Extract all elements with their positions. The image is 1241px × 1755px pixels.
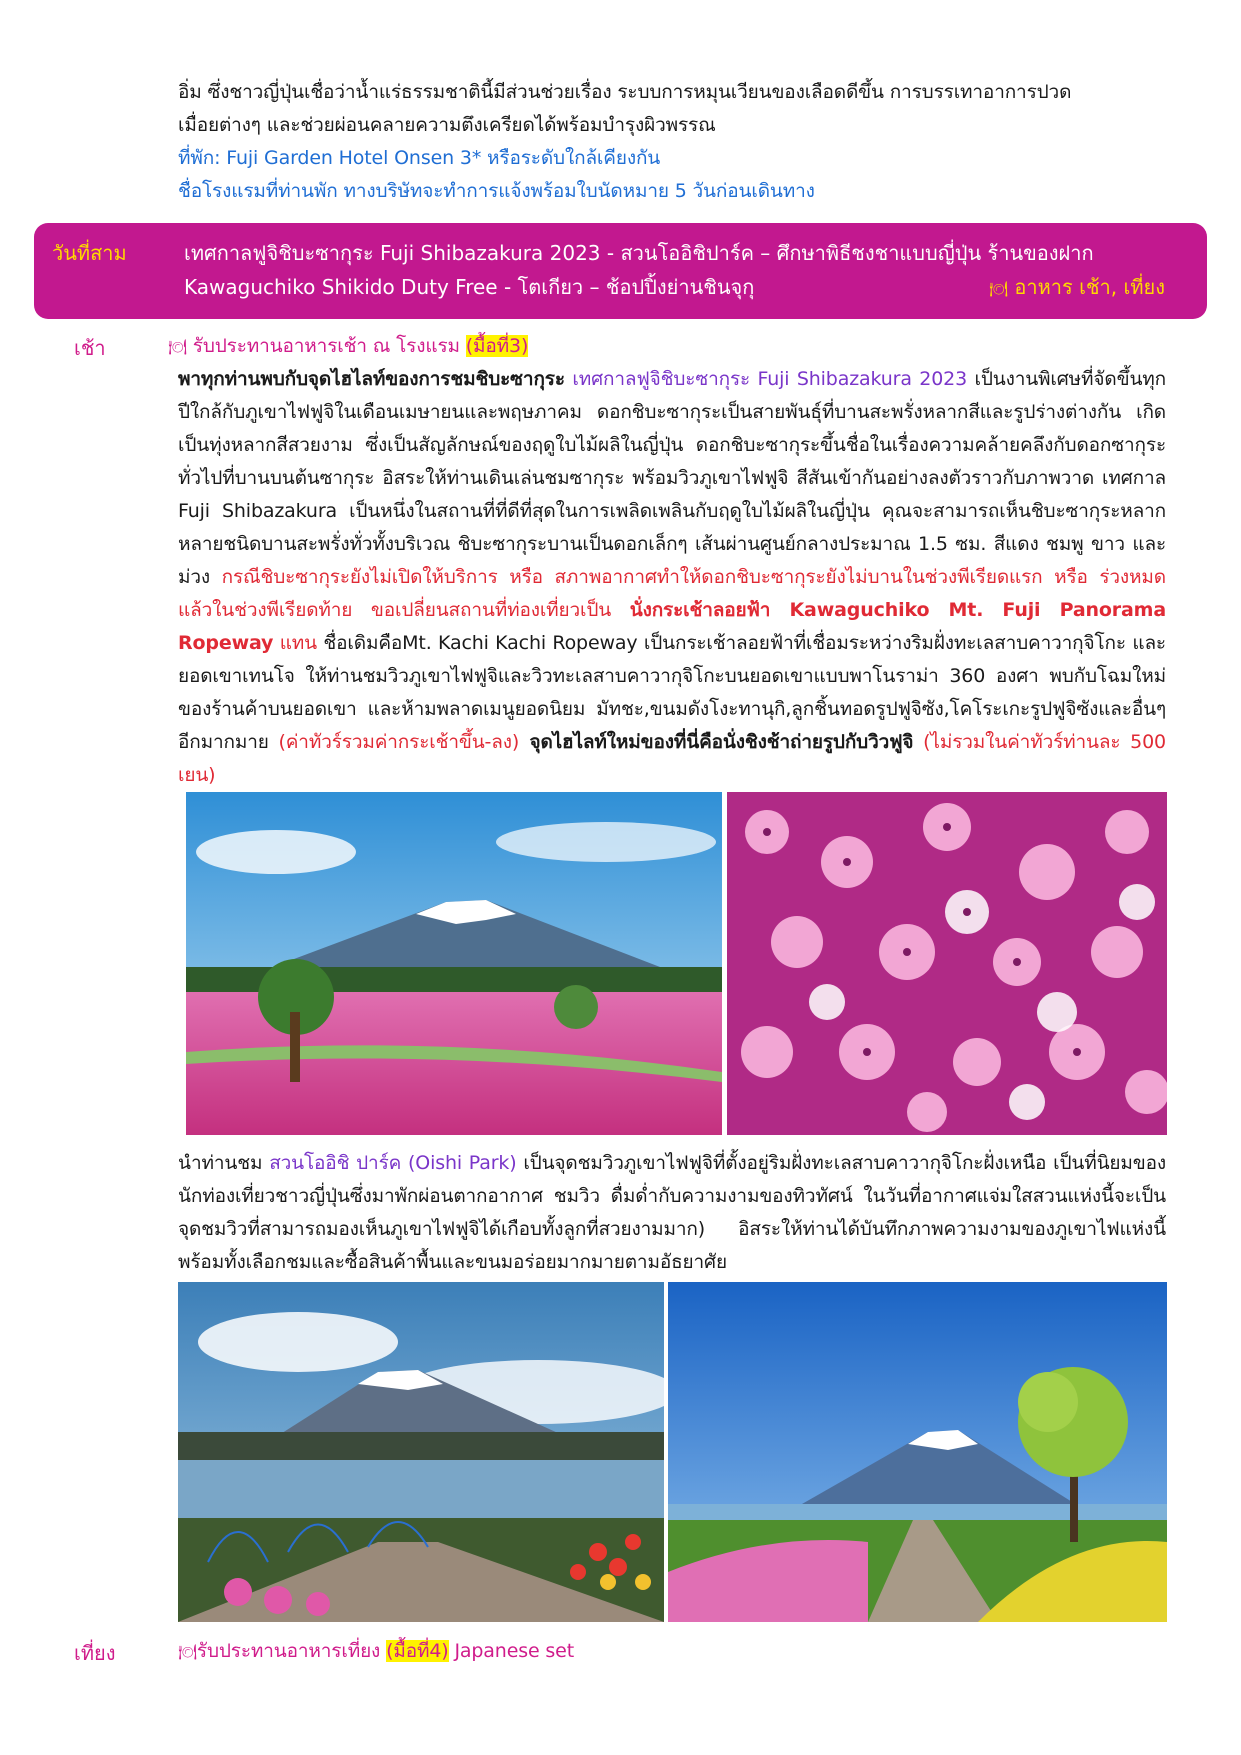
day-header-bar xyxy=(34,223,1207,319)
intro-line-1: อิ่ม ซึ่งชาวญี่ปุ่นเชื่อว่าน้ำแร่ธรรมชาตินี้มีส่วนช่วยเรื่อง ระบบการหมุนเวียนของเลือดดีขึ้น การบรรเทาอาการปวด xyxy=(178,81,1072,103)
day-meals-text: อาหาร เช้า, เที่ยง xyxy=(1014,275,1165,299)
meal-number-badge: (มื้อที่3) xyxy=(465,335,529,357)
hotel-note: ชื่อโรงแรมที่ท่านพัก ทางบริษัทจะทำการแจ้งพร้อมใบนัดหมาย 5 วันก่อนเดินทาง xyxy=(178,180,815,202)
breakfast-line xyxy=(168,330,1156,364)
swing-price-note: (ไม่รวมในค่าทัวร์ท่านละ 500 เยน) xyxy=(178,731,1166,786)
oishi-park-path-photo xyxy=(668,1282,1167,1622)
alternative-note: กรณีชิบะซากุระยังไม่เปิดให้บริการ หรือ สภาพอากาศทำให้ดอกชิบะซากุระยังไม่บานในช่วงพีเรียดแรก หรือ ร่วงหมดแล้วในช่วงพีเรียดท้าย ขอเปลี่ยนสถานที่ท่องเที่ยวเป็น xyxy=(178,566,1166,621)
festival-description: เป็นงานพิเศษที่จัดขึ้นทุกปีใกล้กับภูเขาไฟฟูจิในเดือนเมษายนและพฤษภาคม ดอกชิบะซากุระเป็นสายพันธุ์ที่บานสะพรั่งหลากสีและรูปร่างต่างกัน เกิดเป็นทุ่งหลากสีสวยงาม ซึ่งเป็นสัญลักษณ์ของฤดูใบไม้ผลิในญี่ปุ่น ดอกชิบะซากุระขึ้นชื่อในเรื่องความคล้ายคลึงกับดอกซากุระทั่วไปที่บานบนต้นซากุระ อิสระให้ท่านเดินเล่นชมซากุระ พร้อมวิวภูเขาไฟฟูจิ สีสันเข้ากันอย่างลงตัวราวกับภาพวาด เทศกาล Fuji Shibazakura เป็นหนึ่งในสถานที่ที่ดีที่สุดในการเพลิดเพลินกับฤดูใบไม้ผลิในญี่ปุ่น คุณจะสามารถเห็นชิบะซากุระหลากหลายชนิดบานสะพรั่งทั่วทั้งบริเวณ ชิบะซากุระบานเป็นดอกเล็กๆ เส้นผ่านศูนย์กลางประมาณ 1.5 ซม. สีแดง ชมพู ขาว และม่วง xyxy=(178,368,1167,588)
hotel-info: ที่พัก: Fuji Garden Hotel Onsen 3* หรือระดับใกล้เคียงกัน xyxy=(178,147,661,169)
day-itinerary-line-2: Kawaguchiko Shikido Duty Free - โตเกียว – ช้อปปิ้งย่านชินจุกุ xyxy=(184,275,755,299)
meal-icon: 🍽 xyxy=(168,338,187,356)
swing-highlight: จุดไฮไลท์ใหม่ของที่นี่คือนั่งชิงช้าถ่ายรูปกับวิวฟูจิ xyxy=(519,731,914,753)
oishi-intro: นำท่านชม xyxy=(178,1152,270,1174)
day-meals xyxy=(989,271,1165,303)
day-itinerary-line-1: เทศกาลฟูจิชิบะซากุระ Fuji Shibazakura 2023 - สวนโออิชิปาร์ค – ศึกษาพิธีชงชาแบบญี่ปุ่น ร้านของฝาก xyxy=(184,241,1094,265)
lunch-text: รับประทานอาหารเที่ยง xyxy=(196,1640,381,1662)
lunch-label: เที่ยง xyxy=(74,1641,116,1665)
day-label: วันที่สาม xyxy=(52,241,127,265)
ropeway-instead: แทน xyxy=(273,632,318,654)
ropeway-name: นั่งกระเช้าลอยฟ้า Kawaguchiko Mt. Fuji Panorama Ropeway xyxy=(178,599,1167,654)
oishi-park-name: สวนโออิชิ ปาร์ค (Oishi Park) xyxy=(269,1152,517,1174)
breakfast-text: รับประทานอาหารเช้า ณ โรงแรม xyxy=(192,335,460,357)
oishi-description: เป็นจุดชมวิวภูเขาไฟฟูจิที่ตั้งอยู่ริมฝั่งทะเลสาบคาวากุจิโกะฝั่งเหนือ เป็นที่นิยมของนักท่องเที่ยวชาวญี่ปุ่นซึ่งมาพักผ่อนตากอากาศ ชมวิว ดื่มด่ำกับความงามของทิวทัศน์ ในวันที่อากาศแจ่มใสสวนแห่งนี้จะเป็นจุดชมวิวที่สามารถมองเห็นภูเขาไฟฟูจิได้เกือบทั้งลูกที่สวยงามมาก) อิสระให้ท่านได้บันทึกภาพความงามของภูเขาไฟแห่งนี้ พร้อมทั้งเลือกชมและซื้อสินค้าพื้นและขนมอร่อยมากมายตามอัธยาศัย xyxy=(178,1152,1167,1273)
festival-name: เทศกาลฟูจิชิบะซากุระ Fuji Shibazakura 2023 xyxy=(564,368,968,390)
pink-moss-flowers-photo xyxy=(727,792,1167,1135)
oishi-park-tulips-photo xyxy=(178,1282,664,1622)
meal-icon: 🍽 xyxy=(988,280,1009,298)
meal-icon: 🍽 xyxy=(178,1643,197,1661)
intro-paragraph xyxy=(178,76,1166,208)
morning-label: เช้า xyxy=(74,336,106,360)
meal-number-badge: (มื้อที่4) xyxy=(386,1640,449,1662)
ropeway-description: ชื่อเดิมคือMt. Kachi Kachi Ropeway เป็นกระเช้าลอยฟ้าที่เชื่อมระหว่างริมฝั่งทะเลสาบคาวากุจิโกะ และยอดเขาเทนโจ ให้ท่านชมวิวภูเขาไฟฟูจิและวิวทะเลสาบคาวากุจิโกะบนยอดเขาแบบพาโนราม่า 360 องศา พบกับโฉมใหม่ของร้านค้าบนยอดเขา และห้ามพลาดเมนูยอดนิยม มัทชะ,ขนมดังโงะทานุกิ,ลูกชิ้นทอดรูปฟูจิซัง,โคโระเกะรูปฟูจิซังและอื่นๆอีกมากมาย xyxy=(178,632,1166,753)
lunch-line xyxy=(178,1635,1166,1669)
ropeway-price-note: (ค่าทัวร์รวมค่ากระเช้าขึ้น-ลง) xyxy=(278,731,520,753)
fuji-shibazakura-photo xyxy=(186,792,722,1135)
intro-line-2: เมื่อยต่างๆ และช่วยผ่อนคลายความตึงเครียดได้พร้อมบำรุงผิวพรรณ xyxy=(178,114,716,136)
lunch-set: Japanese set xyxy=(448,1640,574,1662)
shibazakura-paragraph xyxy=(178,363,1166,792)
oishi-park-paragraph xyxy=(178,1147,1166,1279)
highlight-intro: พาทุกท่านพบกับจุดไฮไลท์ของการชมชิบะซากุระ xyxy=(178,368,565,390)
